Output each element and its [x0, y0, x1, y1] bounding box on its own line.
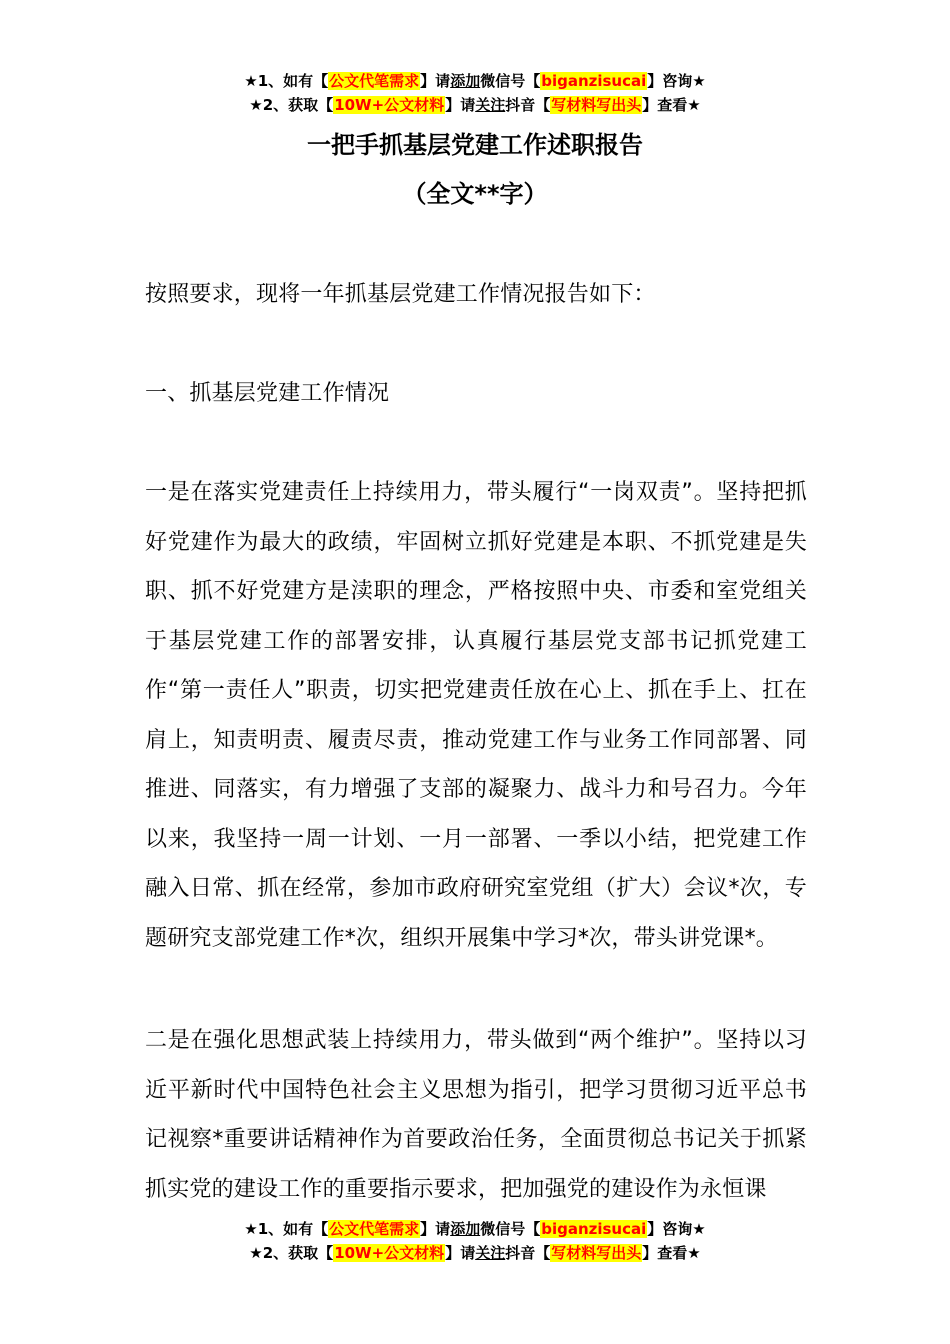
promo-highlight: biganzisucai	[541, 1220, 647, 1238]
footer-promo-banner	[0, 1217, 950, 1265]
promo-text: 微信号【	[480, 1220, 541, 1238]
intro-paragraph: 按照要求，现将一年抓基层党建工作情况报告如下：	[145, 282, 656, 307]
promo-text: 】请	[420, 72, 451, 90]
document-subtitle: （全文**字）	[402, 180, 548, 208]
promo-highlight: 10W+公文材料	[334, 96, 445, 114]
document-title: 一把手抓基层党建工作述职报告	[307, 131, 643, 159]
promo-text: 】请	[445, 1244, 476, 1262]
promo-underlined: 添加	[450, 72, 481, 90]
promo-text: 】请	[420, 1220, 451, 1238]
promo-highlight: 写材料写出头	[551, 96, 642, 114]
promo-underlined: 关注	[475, 1244, 506, 1262]
promo-highlight: 公文代笔需求	[329, 1220, 420, 1238]
promo-text: 抖音【	[505, 96, 551, 114]
promo-text: 】请	[445, 96, 476, 114]
header-promo-banner	[0, 69, 950, 117]
promo-line-1	[0, 1217, 950, 1241]
promo-text: ★2、获取【	[249, 1244, 334, 1262]
promo-text: 抖音【	[505, 1244, 551, 1262]
promo-highlight: biganzisucai	[541, 72, 647, 90]
section-heading: 一、抓基层党建工作情况	[145, 381, 390, 406]
promo-highlight: 10W+公文材料	[334, 1244, 445, 1262]
promo-line-1	[0, 69, 950, 93]
body-paragraph-1: 一是在落实党建责任上持续用力，带头履行“一岗双责”。坚持把抓好党建作为最大的政绩，牢固树立抓好党建是本职、不抓党建是失职、抓不好党建方是渎职的理念，严格按照中央、市委和室党组关于基层党建工作的部署安排，认真履行基层党支部书记抓党建工作“第一责任人”职责，切实把党建责任放在心上、抓在手上、扛在肩上，知责明责、履责尽责，推动党建工作与业务工作同部署、同推进、同落实，有力增强了支部的凝聚力、战斗力和号召力。今年以来，我坚持一周一计划、一月一部署、一季以小结，把党建工作融入日常、抓在经常，参加市政府研究室党组（扩大）会议*次，专题研究支部党建工作*次，组织开展集中学习*次，带头讲党课*。	[145, 480, 807, 951]
promo-highlight: 写材料写出头	[551, 1244, 642, 1262]
promo-text: 】咨询★	[647, 1220, 706, 1238]
promo-text: ★1、如有【	[244, 1220, 329, 1238]
body-paragraph-2: 二是在强化思想武装上持续用力，带头做到“两个维护”。坚持以习近平新时代中国特色社会主义思想为指引，把学习贯彻习近平总书记视察*重要讲话精神作为首要政治任务，全面贯彻总书记关于抓紧抓实党的建设工作的重要指示要求，把加强党的建设作为永恒课	[145, 1028, 807, 1202]
promo-underlined: 添加	[450, 1220, 481, 1238]
promo-text: 】查看★	[642, 96, 701, 114]
promo-text: 】咨询★	[647, 72, 706, 90]
promo-text: 微信号【	[480, 72, 541, 90]
promo-text: ★1、如有【	[244, 72, 329, 90]
promo-line-2	[0, 1241, 950, 1265]
promo-text: ★2、获取【	[249, 96, 334, 114]
promo-underlined: 关注	[475, 96, 506, 114]
promo-line-2	[0, 93, 950, 117]
promo-text: 】查看★	[642, 1244, 701, 1262]
promo-highlight: 公文代笔需求	[329, 72, 420, 90]
